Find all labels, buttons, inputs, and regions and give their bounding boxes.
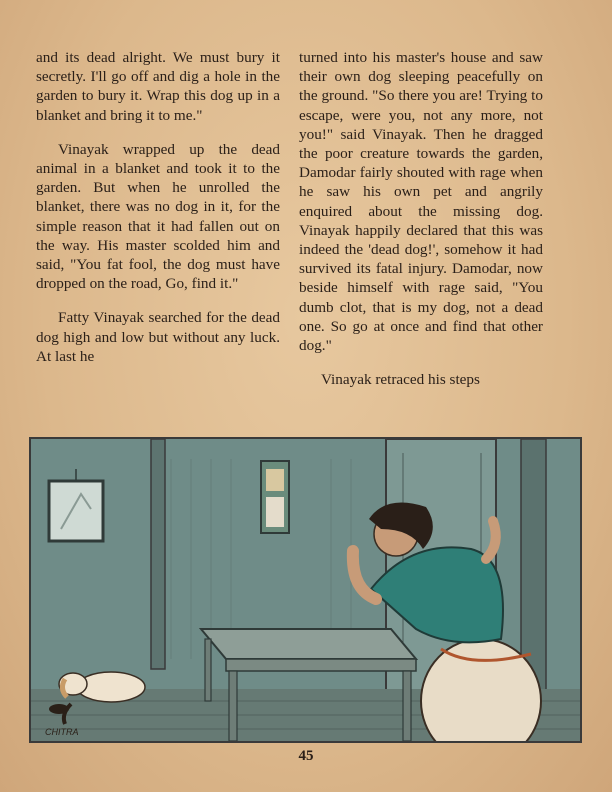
right-text-column xyxy=(299,48,543,389)
illustration-scene xyxy=(31,439,580,741)
story-illustration xyxy=(29,437,582,743)
wall-picture-frame xyxy=(49,481,103,541)
table-top xyxy=(201,629,416,659)
artist-signature: CHITRA xyxy=(45,727,79,737)
paragraph: Fatty Vinayak searched for the dead dog high and low but without any luck. At last he xyxy=(36,309,280,365)
paragraph: turned into his master's house and saw their own dog sleeping peacefully on the ground. "So there you are! Trying to escape, were you, not any more, not you!" said Vinayak. Then he dragged the poor creature towards the garden, Damodar fairly shouted with rage when he saw his own pet and angrily enquired about the missing dog. Vinayak happily declared that this was indeed the 'dead dog!', somehow it had survived its fatal injury. Damodar, now beside himself with rage said, "You dumb clot, that is my dog, not a dead one. So go at once and find that other dog." xyxy=(299,49,543,355)
page-number: 45 xyxy=(298,748,314,764)
paragraph: Vinayak wrapped up the dead animal in a blanket and took it to the garden. But when he unrolled the blanket, there was no dog in it, for the simple reason that it had fallen out on the way. His master scolded him and said, "You fat fool, the dog must have dropped on the road, Go, find it." xyxy=(36,140,280,293)
table-leg xyxy=(229,671,237,741)
left-text-column xyxy=(36,48,280,366)
paragraph: Vinayak retraced his steps xyxy=(321,371,480,389)
table-leg xyxy=(403,671,411,741)
wall-pillar xyxy=(151,439,165,669)
paragraph: and its dead alright. We must bury it secretly. I'll go off and dig a hole in the garden to bury it. Wrap this dog up in a blanket and bring it to me." xyxy=(36,49,280,124)
